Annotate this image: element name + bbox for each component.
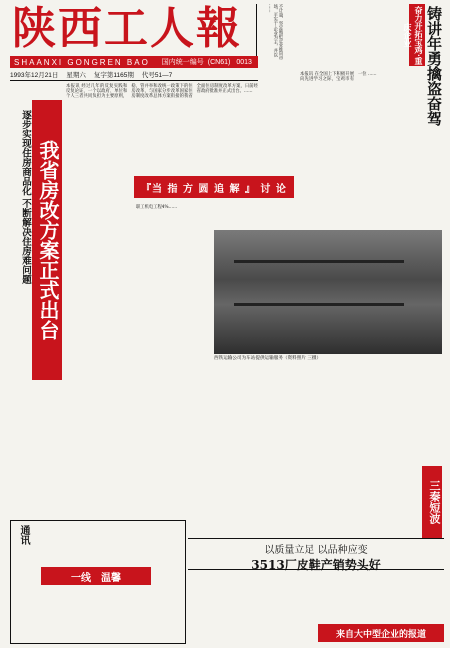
masthead-title: 陕西工人報 [12,3,242,54]
dateline-weekday: 星期六 [66,72,86,79]
middle-col-body: 职工机电工程4%…… [136,205,178,210]
dateline [10,70,258,81]
lower-mid-body [214,370,404,530]
ad-line2: 3513厂皮鞋产销势头好 [251,558,381,572]
dateline-date: 1993年12月21日 [10,72,59,79]
masthead-pinyin: SHAANXI GONGREN BAO [14,57,150,67]
slogan-text: 『当 指 方 圆 追 解 』 讨 论 [141,183,287,195]
dateline-postal: 代号51—7 [141,72,173,79]
serial-code: (CN61) [207,58,231,66]
lower-left-body [10,386,210,516]
photo-caption: 西铁运输公司为车站提供运输服务（资料照片 三摄） [214,356,322,361]
dateline-issue: 复字第1165期 [93,72,134,79]
right-feature-body: 本报讯 在全国上下积极开展向先进学习之际，宝鸡市有一位 …… [300,72,377,83]
ad-banner [188,538,444,570]
ad-line1: 以质量立足 以品种应变 [264,545,368,556]
right-vertical-head: 三秦短波 [422,466,442,538]
lead-headline: 我省房改方案正式出台 [32,100,62,380]
badge-title: 通讯 [18,525,29,545]
bottom-left-badge [10,520,186,644]
lead-kicker: 逐步实现住房商品化 不断解决住房难问题 [20,110,31,285]
serial-label: 国内统一编号 [161,59,204,66]
bottom-right-banner [318,624,444,642]
badge-label1: 一线 [71,572,91,584]
right-feature-kicker: 奋力开拓宝鸡·重庆企业 [403,5,424,65]
right-feature-headline: 铸讲年勇擒盗奋驾 [425,6,443,126]
bottom-right-banner-text: 来自大中型企业的报道 [335,629,426,640]
badge-label2: 温馨 [101,572,121,584]
serial-num: 0013 [236,58,252,66]
slogan-banner [134,176,294,198]
badge-ribbon [41,567,151,585]
photo-structure [234,260,404,306]
lead-body: 本报讯 经过几年的反复实践和反复论证，一个以政府、单位和个人三者共同负担为主要原则，稳、管并举和改统一政策下的住房改革，与国家分步改革国家住房制度改革总体方案衔接的我省全面住房制度改革方案，日前经省政府批准并正式出台。…… [66,84,258,100]
ear-right-text: 不计量，坚定地把企业推向市场，平实于 企业为主，并以 …… [267,4,283,60]
industrial-photo [214,230,442,354]
masthead-pinyin-bar [10,56,258,68]
